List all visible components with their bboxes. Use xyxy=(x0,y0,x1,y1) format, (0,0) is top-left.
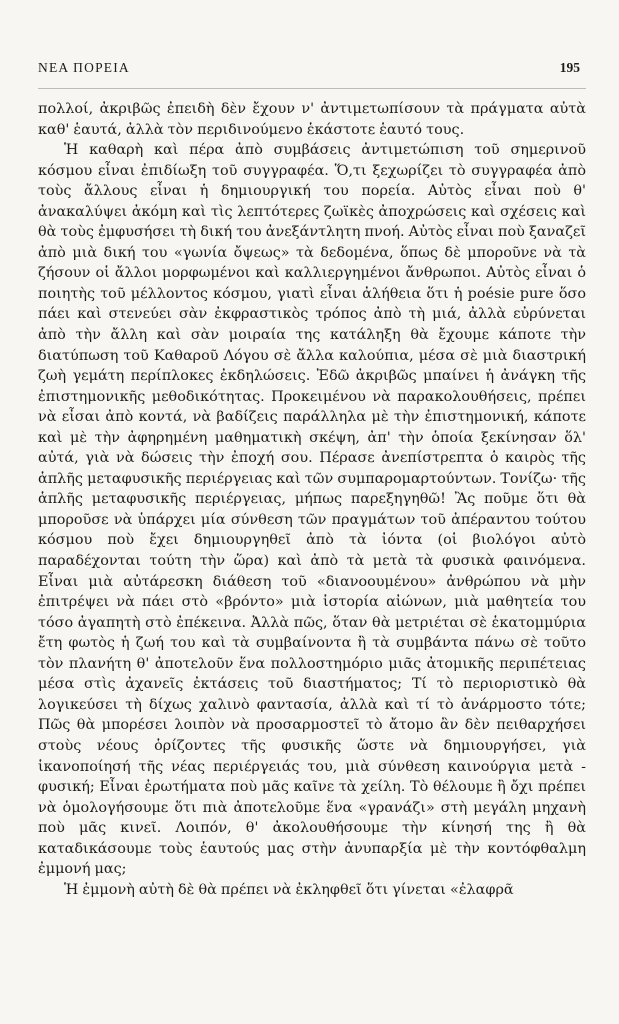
book-page xyxy=(38,60,586,900)
running-title: ΝΕΑ ΠΟΡΕΙΑ xyxy=(38,60,130,75)
paragraph-main: Ἡ καθαρὴ καὶ πέρα ἀπὸ συμβάσεις ἀντιμετώπιση τοῦ σημερινοῦ κόσμου εἶναι ἐπιδίωξη τοῦ συγγραφέα. Ὅ,τι ξεχωρίζει τὸ συγγραφέα ἀπὸ τοὺς ἄλλους εἶναι ἡ δημιουργική του πορεία. Αὐτὸς εἶναι ποὺ θ' ἀνακαλύψει ἀκόμη καὶ τὶς λεπτότερες ζωϊκὲς ἀποχρώσεις καὶ σχέσεις καὶ θὰ τοὺς ἐμφυσήσει τὴ δική του ἀνεξάντλητη πνοή. Αὐτὸς εἶναι ποὺ ξαναζεῖ ἀπὸ μιὰ δική του «γωνία ὄψεως» τὰ δεδομένα, ὅπως δὲ μποροῦνε νὰ τὰ ζήσουν οἱ ἄλλοι μορφωμένοι καὶ καλλιεργημένοι ἄνθρωποι. Αὐτὸς εἶναι ὁ ποιητὴς τοῦ μέλλοντος κόσμου, γιατὶ εἶναι ἀλήθεια ὅτι ἡ poésie pure ὅσο πάει καὶ στενεύει σὰν ἐκφραστικὸς τρόπος ἀπὸ τὴ μιά, ἀλλὰ εὐρύνεται ἀπὸ τὴν ἄλλη καὶ σὰν μοιραία της κατάληξη θὰ ἔχουμε κάποτε τὴν διατύπωση τοῦ Καθαροῦ Λόγου σὲ ἄλλα καλούπια, μέσα σὲ μιὰ διαστρική ζωὴ γεμάτη περίπλοκες ἐκδηλώσεις. Ἐδῶ ἀκριβῶς μπαίνει ἡ ἀνάγκη τῆς ἐπιστημονικῆς μεθοδικότητας. Προκειμένου νὰ παρακολουθήσεις, πρέπει νὰ εἶσαι ἀπὸ κοντά, νὰ βαδίζεις παράλληλα μὲ τὴν ἐπιστημονική, κάποτε καὶ μὲ τὴν ἀφηρημένη μαθηματικὴ σκέψη, ἀπ' τὴν ὁποία ξεκίνησαν ὅλ' αὐτά, γιὰ νὰ δώσεις τὴν ἐποχή σου. Πέρασε ἀνεπίστρεπτα ὁ καιρὸς τῆς ἁπλῆς μεταφυσικῆς περιέργειας καὶ τῶν συμπαρομαρτούντων. Τονίζω· τῆς ἁπλῆς μεταφυσικῆς περιέργειας, μήπως παρεξηγηθῶ! Ἂς ποῦμε ὅτι θὰ μποροῦσε νὰ ὑπάρχει μία σύνθεση τῶν πραγμάτων τοῦ ἀπέραντου τούτου κόσμου ποὺ ἔχει δημιουργηθεῖ ἀπὸ τὰ ἰόντα (οἱ βιολόγοι αὐτὸ παραδέχονται τούτη τὴν ὥρα) καὶ ἀπὸ τὰ μετὰ τὰ φυσικὰ φαινόμενα. Εἶναι μιὰ αὐτάρεσκη διάθεση τοῦ «διανοουμένου» ἀνθρώπου νὰ μὴν ἐπιτρέψει νὰ πάει στὸ «βρόντο» μιὰ ἱστορία αἰώνων, μιὰ μαθητεία του τόσο ἀγαπητὴ στὸ ἐπέκεινα. Ἀλλὰ πῶς, ὅταν θὰ μετριέται σὲ ἑκατομμύρια ἔτη φωτὸς ἡ ζωή του καὶ τὰ συμβαίνοντα ἢ τὰ συμβάντα πάνω σὲ τοῦτο τὸν πλανήτη θ' ἀποτελοῦν ἕνα πολλοστημόριο μιᾶς ἀτομικῆς περιπέτειας μέσα στὶς ἀχανεῖς ἐκτάσεις τοῦ διαστήματος; Τί τὸ περιοριστικὸ θὰ λογικεύσει τὴ δίχως χαλινὸ φαντασία, ἀλλὰ καὶ τί τὸ ἀνάρμοστο τότε; Πῶς θὰ μπορέσει λοιπὸν νὰ προσαρμοστεῖ τὸ ἄτομο ἂν δὲν πειθαρχήσει στοὺς νέους ὁρίζοντες τῆς φυσικῆς ὥστε νὰ δημιουργήσει, γιὰ ἱκανοποίησή τῆς νέας περιέργειάς του, μιὰ σύνθεση καινούργια μετὰ - φυσική; Εἶναι ἐρωτήματα ποὺ μᾶς καῖνε τὰ χείλη. Τὸ θέλουμε ἢ ὄχι πρέπει νὰ ὁμολογήσουμε ὅτι πιὰ ἀποτελοῦμε ἕνα «γρανάζι» στὴ μεγάλη μηχανὴ ποὺ μᾶς κινεῖ. Λοιπόν, θ' ἀκολουθήσουμε τὴν κίνησή της ἢ θὰ καταδικάσουμε τοὺς ἑαυτούς μας στὴν ἀνυπαρξία μὲ τὴν κοντόφθαλμη ἐμμονή μας; xyxy=(38,142,586,878)
body-text xyxy=(38,99,586,900)
paragraph-final: Ἡ ἐμμονὴ αὐτὴ δὲ θὰ πρέπει νὰ ἐκληφθεῖ ὅτι γίνεται «ἐλαφρᾶ xyxy=(64,881,514,898)
paragraph-continuation: πολλοί, ἀκριβῶς ἐπειδὴ δὲν ἔχουν ν' ἀντιμετωπίσουν τὰ πράγματα αὐτὰ καθ' ἑαυτά, ἀλλὰ τὸν περιδινούμενο ἑκάστοτε ἑαυτό τους. xyxy=(38,101,586,138)
running-header xyxy=(38,60,586,89)
page-number: 195 xyxy=(559,60,580,75)
